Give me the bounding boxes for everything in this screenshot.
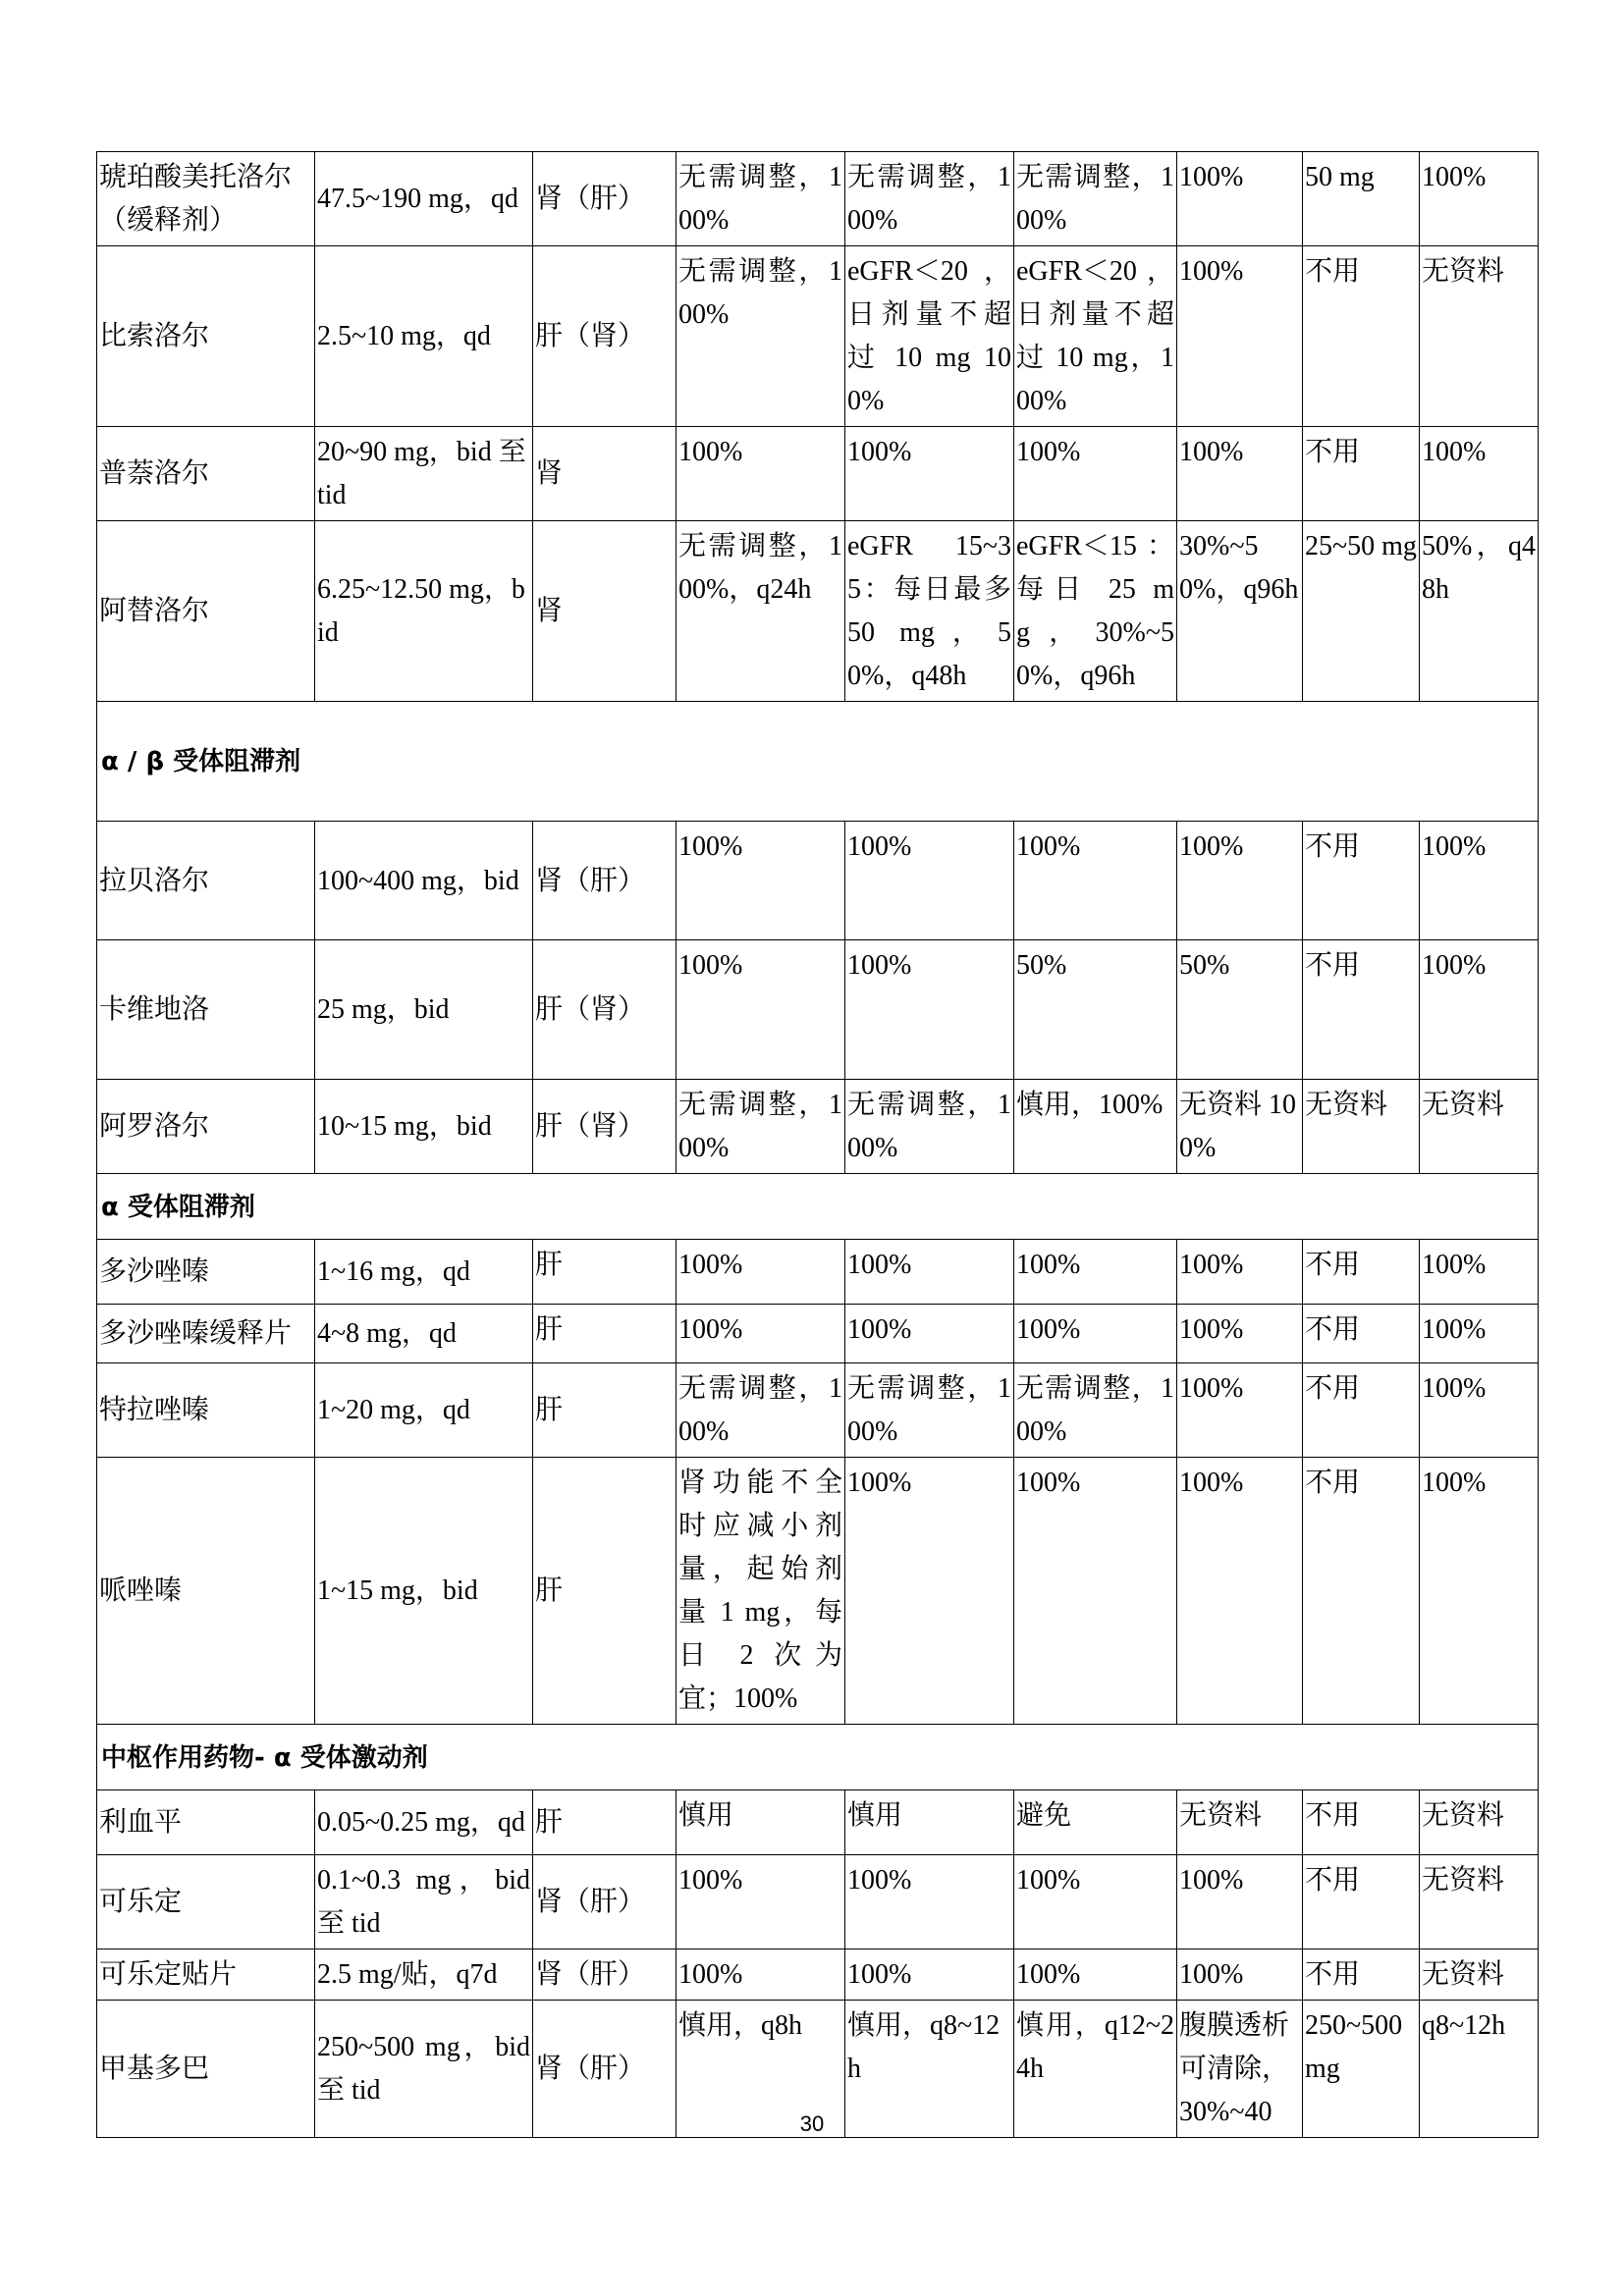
elimination-route: 肝 <box>533 1790 677 1855</box>
dose-adjust-cell: 100% <box>1420 1458 1539 1725</box>
drug-name: 比索洛尔 <box>97 246 315 427</box>
dose-adjust-cell: 100% <box>1177 427 1303 521</box>
dose-adjust-cell: 100% <box>1177 1240 1303 1305</box>
dose-adjust-cell: 100% <box>845 1240 1014 1305</box>
table-row <box>97 1458 1539 1725</box>
drug-name: 卡维地洛 <box>97 940 315 1080</box>
dose-adjust-cell: 无资料 <box>1420 1949 1539 2001</box>
dose-adjust-cell: 100% <box>1014 1949 1177 2001</box>
drug-name: 拉贝洛尔 <box>97 822 315 940</box>
dose-adjust-cell: 100% <box>1177 1363 1303 1458</box>
elimination-route: 肾（肝） <box>533 152 677 246</box>
dose-adjust-cell: 避免 <box>1014 1790 1177 1855</box>
elimination-route: 肝 <box>533 1240 677 1305</box>
dose-adjust-cell: eGFR＜20，日剂量不超过 10 mg，100% <box>1014 246 1177 427</box>
elimination-route: 肝 <box>533 1458 677 1725</box>
drug-name: 哌唑嗪 <box>97 1458 315 1725</box>
dose-adjust-cell: 不用 <box>1303 1305 1420 1363</box>
dose-adjust-cell: 不用 <box>1303 1790 1420 1855</box>
table-row <box>97 246 1539 427</box>
dose-adjust-cell: 100% <box>1014 1305 1177 1363</box>
elimination-route: 肝（肾） <box>533 246 677 427</box>
dose-adjust-cell: 不用 <box>1303 246 1420 427</box>
dose-adjust-cell: q8~12h <box>1420 2001 1539 2138</box>
dose-adjust-cell: 100% <box>1420 152 1539 246</box>
dose-adjust-cell: 无需调整，100% <box>845 1363 1014 1458</box>
dose-adjust-cell: 无需调整，100% <box>677 152 845 246</box>
renal-dosing-table <box>96 151 1539 2138</box>
table-row <box>97 940 1539 1080</box>
dose-adjust-cell: 100% <box>1420 1363 1539 1458</box>
dose-adjust-cell: 慎用，q8h <box>677 2001 845 2138</box>
dose-adjust-cell: 100% <box>677 940 845 1080</box>
category-row <box>97 1725 1539 1790</box>
dose-adjust-cell: 慎用 <box>845 1790 1014 1855</box>
dosage: 2.5 mg/贴，q7d <box>315 1949 533 2001</box>
dose-adjust-cell: 慎用，100% <box>1014 1080 1177 1174</box>
dose-adjust-cell: 不用 <box>1303 1458 1420 1725</box>
table-row <box>97 822 1539 940</box>
dosage: 10~15 mg，bid <box>315 1080 533 1174</box>
dose-adjust-cell: 100% <box>1177 1458 1303 1725</box>
drug-name: 甲基多巴 <box>97 2001 315 2138</box>
dose-adjust-cell: 100% <box>1177 246 1303 427</box>
dose-adjust-cell: 100% <box>1014 1855 1177 1949</box>
dose-adjust-cell: 无资料 <box>1420 1790 1539 1855</box>
dose-adjust-cell: 100% <box>1177 1949 1303 2001</box>
dose-adjust-cell: eGFR＜20，日剂量不超过 10 mg 100% <box>845 246 1014 427</box>
dose-adjust-cell: 无需调整，100% <box>677 1363 845 1458</box>
dose-adjust-cell: 慎用 <box>677 1790 845 1855</box>
drug-name: 特拉唑嗪 <box>97 1363 315 1458</box>
dose-adjust-cell: 25~50 mg <box>1303 521 1420 702</box>
dosage: 0.05~0.25 mg，qd <box>315 1790 533 1855</box>
dose-adjust-cell: 无需调整，100% <box>845 1080 1014 1174</box>
table-row <box>97 427 1539 521</box>
elimination-route: 肝（肾） <box>533 1080 677 1174</box>
dose-adjust-cell: 无需调整，100% <box>845 152 1014 246</box>
elimination-route: 肾（肝） <box>533 1949 677 2001</box>
dose-adjust-cell: 250~500 mg <box>1303 2001 1420 2138</box>
dose-adjust-cell: 30%~50%，q96h <box>1177 521 1303 702</box>
dose-adjust-cell: 100% <box>1420 940 1539 1080</box>
dose-adjust-cell: 无需调整，100% <box>677 246 845 427</box>
dose-adjust-cell: 无需调整，100% <box>677 1080 845 1174</box>
dosage: 1~15 mg，bid <box>315 1458 533 1725</box>
table-row <box>97 1305 1539 1363</box>
table-row <box>97 1790 1539 1855</box>
dose-adjust-cell: 不用 <box>1303 1240 1420 1305</box>
dose-adjust-cell: 100% <box>845 1305 1014 1363</box>
dose-adjust-cell: 慎用，q8~12h <box>845 2001 1014 2138</box>
dose-adjust-cell: eGFR 15~35：每日最多 50 mg，50%，q48h <box>845 521 1014 702</box>
elimination-route: 肾（肝） <box>533 822 677 940</box>
dose-adjust-cell: 100% <box>1014 822 1177 940</box>
dose-adjust-cell: 100% <box>845 427 1014 521</box>
drug-name: 阿罗洛尔 <box>97 1080 315 1174</box>
dose-adjust-cell: 无资料 <box>1420 1080 1539 1174</box>
table-row <box>97 1240 1539 1305</box>
dose-adjust-cell: 无需调整，100%，q24h <box>677 521 845 702</box>
dose-adjust-cell: 100% <box>1014 427 1177 521</box>
elimination-route: 肾 <box>533 521 677 702</box>
dose-adjust-cell: 100% <box>1014 1458 1177 1725</box>
drug-name: 多沙唑嗪 <box>97 1240 315 1305</box>
dose-adjust-cell: 50%，q48h <box>1420 521 1539 702</box>
dose-adjust-cell: 50% <box>1177 940 1303 1080</box>
page-number: 30 <box>799 2111 825 2136</box>
drug-name: 可乐定贴片 <box>97 1949 315 2001</box>
dose-adjust-cell: 100% <box>845 940 1014 1080</box>
category-row <box>97 1174 1539 1240</box>
dose-adjust-cell: 100% <box>845 1949 1014 2001</box>
dose-adjust-cell: 慎用，q12~24h <box>1014 2001 1177 2138</box>
dose-adjust-cell: 100% <box>677 427 845 521</box>
dose-adjust-cell: 100% <box>677 1240 845 1305</box>
drug-category-heading: 中枢作用药物- α 受体激动剂 <box>97 1725 1539 1790</box>
dose-adjust-cell: 100% <box>1177 1855 1303 1949</box>
dose-adjust-cell: 不用 <box>1303 1855 1420 1949</box>
dosage: 6.25~12.50 mg，bid <box>315 521 533 702</box>
table-row <box>97 152 1539 246</box>
table-row <box>97 1949 1539 2001</box>
drug-name: 可乐定 <box>97 1855 315 1949</box>
dosage: 25 mg，bid <box>315 940 533 1080</box>
dose-adjust-cell: 50 mg <box>1303 152 1420 246</box>
drug-name: 普萘洛尔 <box>97 427 315 521</box>
elimination-route: 肾（肝） <box>533 1855 677 1949</box>
dosage: 1~20 mg，qd <box>315 1363 533 1458</box>
dose-adjust-cell: 100% <box>677 1305 845 1363</box>
table-row <box>97 1855 1539 1949</box>
elimination-route: 肾 <box>533 427 677 521</box>
dose-adjust-cell: 100% <box>1177 822 1303 940</box>
dosage: 47.5~190 mg，qd <box>315 152 533 246</box>
dose-adjust-cell: 50% <box>1014 940 1177 1080</box>
drug-name: 阿替洛尔 <box>97 521 315 702</box>
drug-category-heading: α / β 受体阻滞剂 <box>97 702 1539 822</box>
dosage: 2.5~10 mg，qd <box>315 246 533 427</box>
dose-adjust-cell: 100% <box>1420 1240 1539 1305</box>
elimination-route: 肾（肝） <box>533 2001 677 2138</box>
dosage: 100~400 mg，bid <box>315 822 533 940</box>
dose-adjust-cell: 100% <box>1420 427 1539 521</box>
dose-adjust-cell: 无资料 <box>1420 246 1539 427</box>
dose-adjust-cell: 无资料 100% <box>1177 1080 1303 1174</box>
dose-adjust-cell: 100% <box>677 1949 845 2001</box>
dose-adjust-cell: 100% <box>845 1855 1014 1949</box>
table-row <box>97 1363 1539 1458</box>
drug-name: 琥珀酸美托洛尔（缓释剂） <box>97 152 315 246</box>
dose-adjust-cell: 腹膜透析可清除，30%~40 <box>1177 2001 1303 2138</box>
dose-adjust-cell: 100% <box>1177 1305 1303 1363</box>
dose-adjust-cell: 不用 <box>1303 822 1420 940</box>
dose-adjust-cell: 100% <box>1420 1305 1539 1363</box>
dosage: 20~90 mg，bid 至 tid <box>315 427 533 521</box>
dose-adjust-cell: 不用 <box>1303 1949 1420 2001</box>
dose-adjust-cell: 无资料 <box>1303 1080 1420 1174</box>
dose-adjust-cell: eGFR＜15：每日 25 mg，30%~50%，q96h <box>1014 521 1177 702</box>
dose-adjust-cell: 不用 <box>1303 1363 1420 1458</box>
dose-adjust-cell: 肾功能不全时应减小剂量，起始剂量 1 mg，每日 2 次为宜；100% <box>677 1458 845 1725</box>
dosage: 0.1~0.3 mg，bid 至 tid <box>315 1855 533 1949</box>
dose-adjust-cell: 100% <box>677 822 845 940</box>
drug-name: 多沙唑嗪缓释片 <box>97 1305 315 1363</box>
table-row <box>97 1080 1539 1174</box>
dose-adjust-cell: 100% <box>1420 822 1539 940</box>
drug-category-heading: α 受体阻滞剂 <box>97 1174 1539 1240</box>
dose-adjust-cell: 无需调整，100% <box>1014 152 1177 246</box>
dose-adjust-cell: 100% <box>1177 152 1303 246</box>
dose-adjust-cell: 无资料 <box>1420 1855 1539 1949</box>
dosage: 1~16 mg，qd <box>315 1240 533 1305</box>
dosage: 4~8 mg，qd <box>315 1305 533 1363</box>
dose-adjust-cell: 100% <box>845 822 1014 940</box>
dose-adjust-cell: 不用 <box>1303 427 1420 521</box>
elimination-route: 肝 <box>533 1305 677 1363</box>
drug-name: 利血平 <box>97 1790 315 1855</box>
dosage: 250~500 mg，bid 至 tid <box>315 2001 533 2138</box>
dose-adjust-cell: 无需调整，100% <box>1014 1363 1177 1458</box>
elimination-route: 肝 <box>533 1363 677 1458</box>
dose-adjust-cell: 无资料 <box>1177 1790 1303 1855</box>
category-row <box>97 702 1539 822</box>
dose-adjust-cell: 100% <box>677 1855 845 1949</box>
elimination-route: 肝（肾） <box>533 940 677 1080</box>
dose-adjust-cell: 100% <box>1014 1240 1177 1305</box>
table-row <box>97 521 1539 702</box>
dose-adjust-cell: 不用 <box>1303 940 1420 1080</box>
dose-adjust-cell: 100% <box>845 1458 1014 1725</box>
